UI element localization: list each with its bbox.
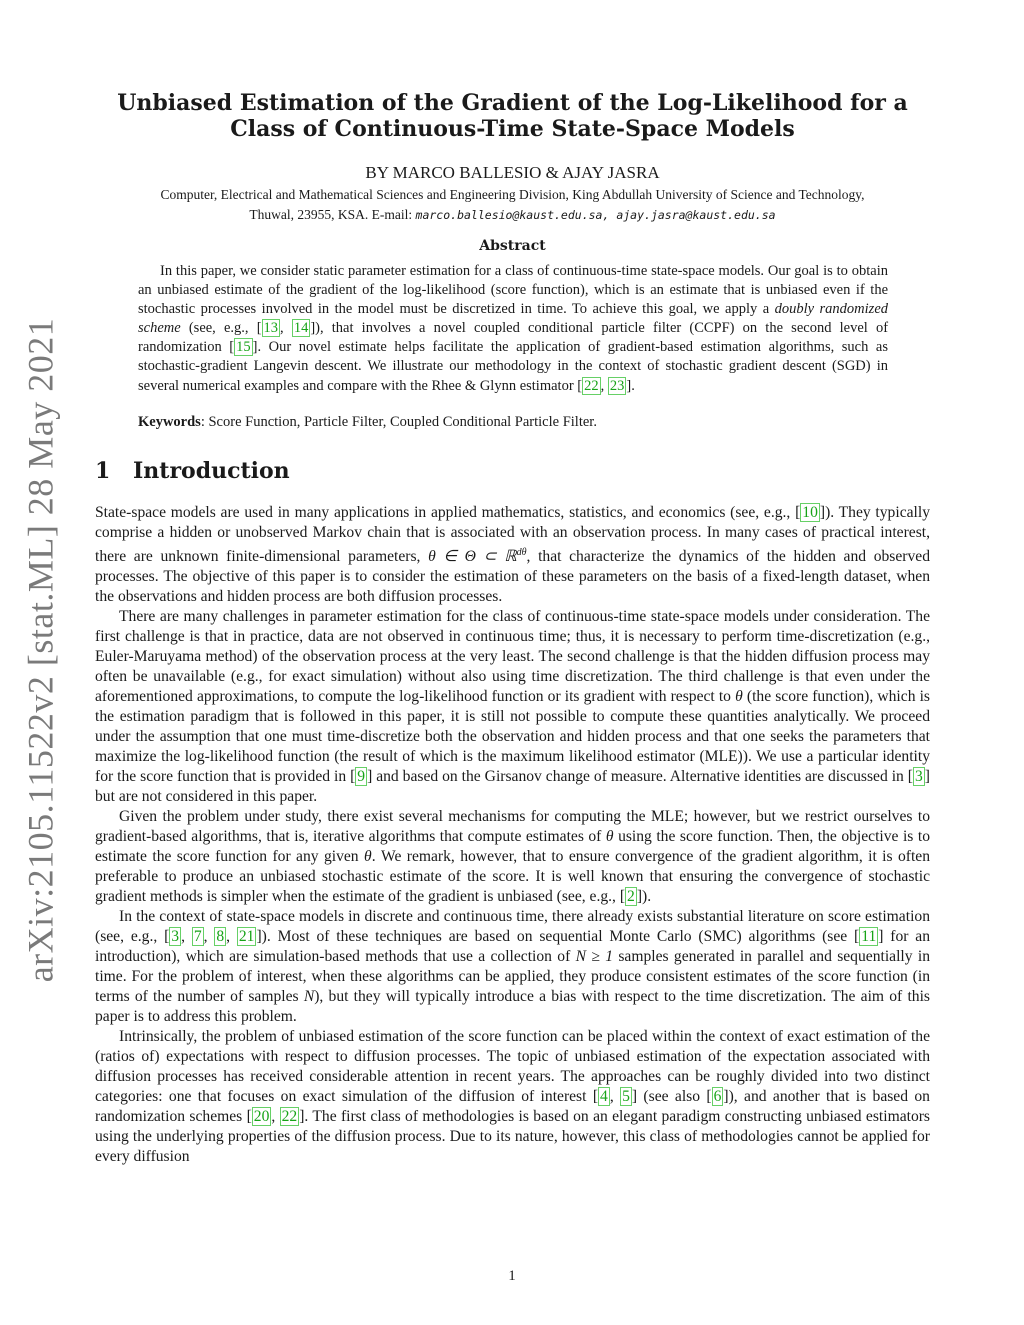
paragraph: State-space models are used in many applications in applied mathematics, statistics, and economics (see, e.g., [ 10 ]). They typically comprise a hidden or unobserved Markov chain that is associated with an observation process. In many cases of practical interest, there are unknown finite-dimensional parameters, θ ∈ Θ ⊂ ℝ$^{d\theta}$, that characterize the dynamics of the hidden and observed processes. The objective of this paper is to consider the estimation of these parameters on the basis of a fixed-length dataset, when the observations and hidden process are both diffusion processes. — [95, 504, 931, 606]
math-expression: θ ∈ Θ ⊂ ℝ — [428, 548, 517, 566]
citation-link[interactable]: 22 — [281, 1108, 298, 1126]
abstract-heading: Abstract — [479, 238, 546, 254]
math-superscript: dθ — [516, 547, 527, 558]
citation-link[interactable]: 3 — [915, 768, 923, 786]
affiliation-line: Computer, Electrical and Mathematical Sciences and Engineering Division, King Abdullah University of Science and Technology, — [160, 187, 865, 202]
keywords: Keywords: Score Function, Particle Filter, Coupled Conditional Particle Filter. — [138, 414, 597, 430]
citation-link[interactable]: 2 — [627, 888, 635, 906]
math-symbol: θ — [605, 828, 614, 846]
page-number: 1 — [508, 1268, 516, 1284]
math-symbol: θ — [735, 688, 743, 706]
citation-link[interactable]: 10 — [802, 504, 818, 521]
citation-link[interactable]: 14 — [293, 320, 309, 337]
citation-link[interactable]: 7 — [193, 928, 202, 946]
body-text — [95, 503, 930, 1167]
citation-link[interactable]: 4 — [600, 1088, 608, 1106]
citation-link[interactable]: 22 — [584, 377, 599, 394]
citation-link[interactable]: 21 — [238, 928, 255, 946]
math-symbol: N — [303, 988, 315, 1006]
citation-link[interactable]: 13 — [263, 320, 279, 337]
citation-link[interactable]: 9 — [357, 768, 366, 786]
math-symbol: θ — [364, 848, 372, 866]
citation-link[interactable]: 5 — [622, 1088, 630, 1106]
math-expression: N ≥ 1 — [575, 948, 614, 966]
address: Thuwal, 23955, KSA. E-mail: — [249, 207, 413, 222]
email-addresses[interactable]: marco.ballesio@kaust.edu.sa, ajay.jasra@kaust.edu.sa — [415, 208, 776, 222]
citation-link[interactable]: 3 — [171, 928, 180, 946]
citation-link[interactable]: 8 — [216, 928, 225, 946]
section-title: Introduction — [133, 458, 290, 484]
section-number: 1 — [95, 458, 111, 484]
citation-link[interactable]: 6 — [713, 1088, 722, 1106]
citation-link[interactable]: 11 — [861, 928, 877, 946]
emphasis: doubly randomized scheme — [138, 301, 889, 337]
paragraph: Intrinsically, the problem of unbiased estimation of the score function can be placed within the context of exact estimation of the (ratios of) expectations with respect to diffusion processes. The topic of unbiased estimation of the expectation associated with diffusion processes has received considerable attention in recent years. The approaches can be roughly divided into two distinct categories: one that focuses on exact simulation of the diffusion of interest [ 4 , 5 ] (see also [ 6 ]), and another that is based on randomization schemes [ 20 , 22 ]. The first class of methodologies is based on an elegant paradigm constructing unbiased estimators using the underlying properties of the diffusion process. Due to its nature, however, this class of methodologies cannot be applied for every diffusion — [95, 1028, 931, 1166]
arxiv-identifier: arXiv:2105.11522v2 [stat.ML] 28 May 2021 — [20, 317, 60, 983]
keywords-label: Keywords — [138, 414, 201, 430]
address-line — [95, 205, 930, 225]
paragraph: There are many challenges in parameter estimation for the class of continuous-time state-space models under consideration. The first challenge is that in practice, data are not observed in continuous time; thus, it is necessary to perform time-discretization (e.g., Euler-Maruyama method) of the observation process at the very least. The second challenge is that the hidden diffusion process may often be unavailable (e.g., for exact simulation) without also using time discretization. The third challenge is that even under the aforementioned approximations, to compute the log-likelihood function or its gradient with respect to θ (the score function), which is the estimation paradigm that is followed in this paper, it is still not possible to compute these quantities analytically. We proceed under the assumption that one must time-discretize both the observation and hidden process and that one seeks the parameters that maximize the log-likelihood function (the result of which is the maximum likelihood estimator (MLE)). We use a particular identity for the score function that is provided in [ 9 ] and based on the Girsanov change of measure. Alternative identities are discussed in [ 3 ] but are not considered in this paper. — [95, 608, 930, 806]
citation-link[interactable]: 23 — [609, 377, 625, 394]
paragraph: Given the problem under study, there exist several mechanisms for computing the MLE; however, but we restrict ourselves to gradient-based algorithms, that is, iterative algorithms that compute estimates of θ using the score function. Then, the objective is to estimate the score function for any given θ. We remark, however, that to ensure convergence of the gradient algorithm, it is often preferable to produce an unbiased stochastic estimate of the score. It is well known that ensuring the convergence of stochastic gradient methods is simpler when the estimate of the gradient is unbiased (see, e.g., [ 2 ]). — [95, 808, 931, 906]
paragraph: In the context of state-space models in discrete and continuous time, there already exists substantial literature on score estimation (see, e.g., [ 3 , 7 , 8 , 21 ]). Most of these techniques are based on sequential Monte Carlo (SMC) algorithms (see [ 11 ] for an introduction), which are simulation-based methods that use a collection of N ≥ 1 samples generated in parallel and sequentially in time. For the problem of interest, when these algorithms can be applied, they produce consistent estimates of the score function (in terms of the number of samples N), but they will typically introduce a bias with respect to the time discretization. The aim of this paper is to address this problem. — [95, 908, 931, 1026]
paper-title: Unbiased Estimation of the Gradient of the Log-Likelihood for a Class of Continuous-Time State-Space Models — [117, 90, 908, 142]
citation-link[interactable]: 15 — [236, 339, 251, 356]
abstract-text: In this paper, we consider static parameter estimation for a class of continuous-time state-space models. Our goal is to obtain an unbiased estimate of the gradient of the log-likelihood (score function), which is an estimate that is unbiased even if the stochastic processes involved in the model must be discretized in time. To achieve this goal, we apply a doubly randomized scheme (see, e.g., [ 13 , 14 ]), that involves a novel coupled conditional particle filter (CCPF) on the second level of randomization [ 15 ]. Our novel estimate helps facilitate the application of gradient-based estimation algorithms, such as stochastic-gradient Langevin descent. We illustrate our methodology in the context of stochastic gradient descent (SGD) in several numerical examples and compare with the Rhee & Glynn estimator [ 22 , 23 ]. — [138, 263, 889, 394]
section-heading — [95, 458, 290, 484]
authors: BY MARCO BALLESIO & AJAY JASRA — [365, 163, 660, 182]
affiliation — [95, 185, 930, 225]
citation-link[interactable]: 20 — [253, 1108, 270, 1126]
